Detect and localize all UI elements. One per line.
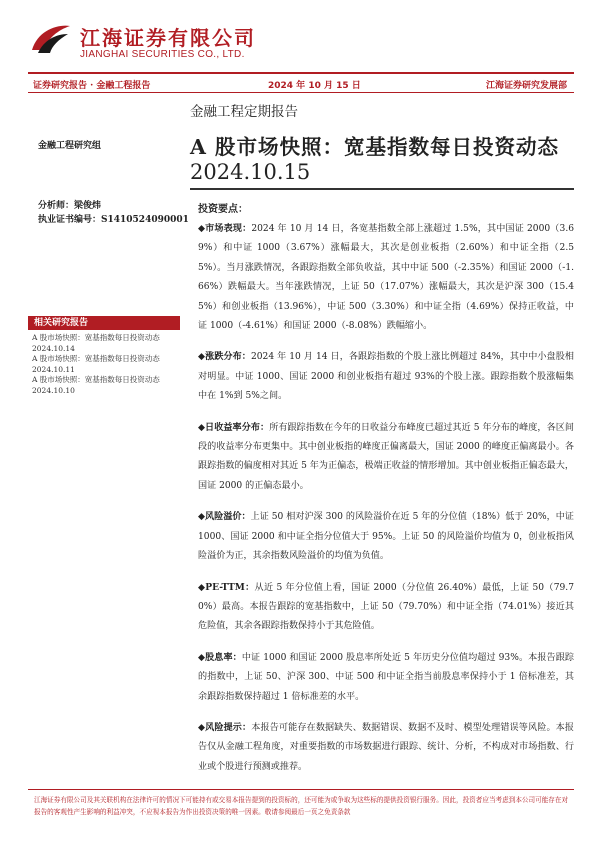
related-reports-list (32, 333, 180, 396)
research-group: 金融工程研究组 (38, 141, 102, 151)
section-return-distribution (198, 418, 574, 497)
section-label: ◆市场表现： (198, 223, 252, 234)
key-points-label: 投资要点： (198, 204, 248, 215)
related-report-item[interactable]: A 股市场快照：宽基指数每日投资动态 2024.10.11 (32, 354, 160, 374)
report-title: A 股市场快照：宽基指数每日投资动态 (190, 135, 560, 159)
company-name-cn: 江海证券有限公司 (80, 26, 256, 50)
company-name-en: JIANGHAI SECURITIES CO., LTD. (80, 49, 245, 60)
section-pe-ttm (198, 578, 574, 637)
section-label: ◆涨跌分布： (198, 351, 251, 363)
section-breadth (198, 347, 574, 406)
section-label: ◆日收益率分布： (198, 421, 270, 433)
footer-rule (28, 789, 574, 790)
report-title-date: 2024.10.15 (190, 160, 311, 184)
report-category: 金融工程定期报告 (190, 104, 298, 120)
related-report-item[interactable]: A 股市场快照：宽基指数每日投资动态 2024.10.14 (32, 333, 160, 353)
section-dividend-yield (198, 648, 574, 707)
related-reports-header: 相关研究报告 (28, 316, 180, 330)
section-label: ◆风险提示： (198, 721, 252, 733)
report-type: 证券研究报告 · 金融工程报告 (33, 81, 151, 91)
section-text: 上证 50 相对沪深 300 的风险溢价在近 5 年的分位值（18%）低于 20%，中证 1000、国证 2000 和中证全指分位值大于 95%。上证 50 的风险溢价均值为 0，创业板指风险溢价为正，其余指数风险溢价的均值为负值。 (198, 512, 574, 562)
section-label: ◆PE-TTM： (198, 581, 255, 593)
title-rule (190, 188, 574, 190)
section-label: ◆股息率： (198, 651, 242, 663)
disclaimer: 江海证券有限公司及其关联机构在法律许可的情况下可能持有或交易本报告提到的投资标的，还可能为或争取为这些标的提供投资银行服务。因此，投资者应当考虑到本公司可能存在对报告的客观性产生影响的利益冲突，不应视本报告为作出投资决策的唯一因素。敬请参阅最后一页之免责条款 (34, 796, 569, 817)
related-report-item[interactable]: A 股市场快照：宽基指数每日投资动态 2024.10.10 (32, 375, 160, 395)
section-text: 2024 年 10 月 14 日，各跟踪指数的个股上涨比例超过 84%，其中中小盘股相对明显。中证 1000、国证 2000 和创业板指有超过 93%的个股上涨。跟踪指数个股涨幅集中在 1%到 5%之间。 (198, 352, 575, 402)
section-text: 从近 5 年分位值上看，国证 2000（分位值 26.40%）最低，上证 50（79.70%）最高。本报告跟踪的宽基指数中，上证 50（79.70%）和中证全指（74.01%）接近其危险值，其余各跟踪指数保持小于其危险值。 (198, 582, 574, 632)
section-text: 本报告可能存在数据缺失、数据错误、数据不及时、模型处理错误等风险。本报告仅从金融工程角度，对重要指数的市场数据进行跟踪、统计、分析，不构成对市场指数、行业或个股进行预测或推荐。 (198, 722, 574, 772)
section-text: 2024 年 10 月 14 日，各宽基指数全部上涨超过 1.5%，其中国证 2000（3.69%）和中证 1000（3.67%）涨幅最大，其次是创业板指（2.60%）和中证全指（2.55%）。当月涨跌情况，各跟踪指数全部负收益，其中中证 500（-2.35%）和国证 2000（-1.66%）跌幅最大。当年涨跌情况，上证 50（17.07%）涨幅最大，其次是沪深 300（15.45%）和创业板指（13.96%），中证 500（3.30%）和中证全指（4.69%）保持正收益，中证 1000（-4.61%）和国证 2000（-8.08%）跌幅缩小。 (198, 224, 574, 332)
analyst-name: 分析师：梁俊炜 (38, 201, 102, 211)
department: 江海证券研究发展部 (485, 81, 567, 91)
key-points (198, 219, 574, 788)
section-text: 中证 1000 和国证 2000 股息率所处近 5 年历史分位值均超过 93%。本报告跟踪的指数中，上证 50、沪深 300、中证 500 和中证全指当前股息率保持小于 1 倍标准差，其余跟踪指数保持超过 1 倍标准差的水平。 (198, 652, 574, 702)
section-label: ◆风险溢价： (198, 511, 251, 523)
section-risk-premium (198, 507, 574, 566)
header-rule-bottom (28, 92, 574, 93)
license-number: 执业证书编号：S1410524090001 (38, 215, 189, 225)
section-risk-warning (198, 718, 574, 777)
section-market-performance (198, 219, 574, 336)
section-text: 所有跟踪指数在今年的日收益分布峰度已超过其近 5 年分布的峰度，各区间段的收益率分布更集中。其中创业板指的峰度正偏离最大，国证 2000 的峰度正偏离最小。各跟踪指数的偏度相对其近 5 年为正偏态，极端正收益的情形增加。其中创业板指正偏态最大，国证 2000 的正偏态最小。 (198, 422, 574, 491)
company-logo-icon (28, 20, 74, 56)
report-date: 2024 年 10 月 15 日 (268, 81, 361, 91)
header-rule (28, 72, 574, 74)
